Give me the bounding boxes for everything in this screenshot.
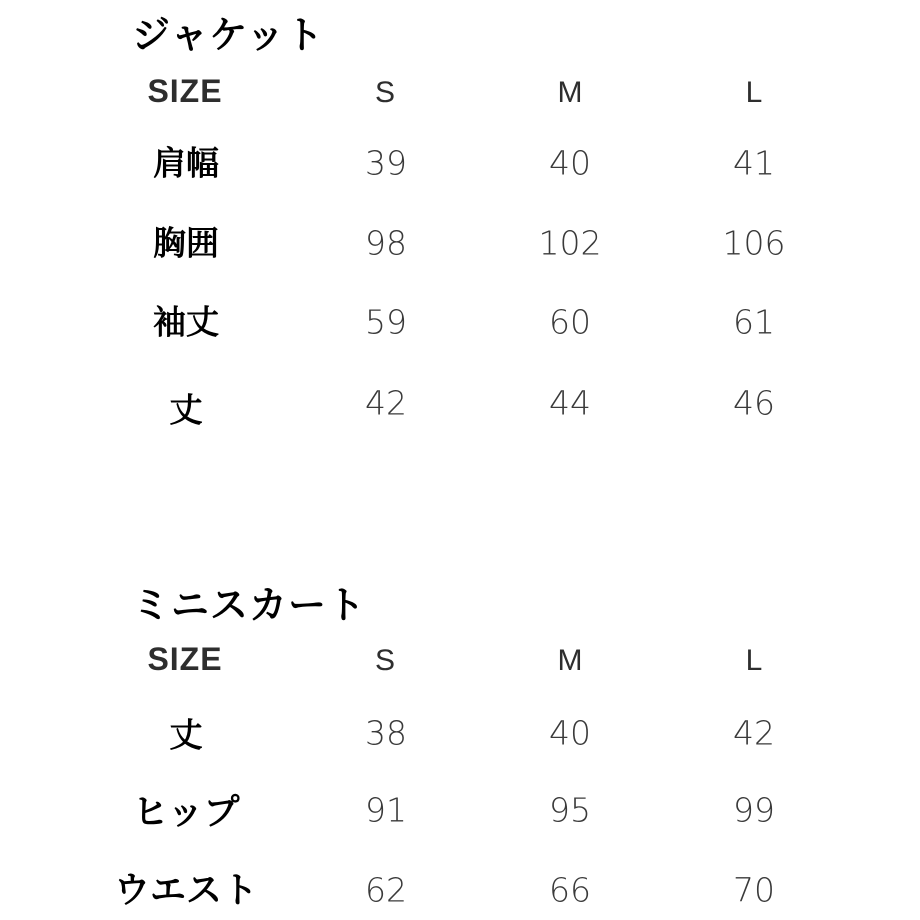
jacket-cell: 59 (365, 302, 407, 342)
jacket-size-header: SIZE (147, 73, 223, 109)
jacket-cell: 42 (365, 383, 407, 423)
skirt-col-s: S (374, 644, 396, 677)
jacket-cell: 61 (733, 302, 775, 342)
skirt-row-label: ヒップ (132, 792, 240, 833)
skirt-size-header: SIZE (147, 641, 223, 677)
skirt-col-l: L (745, 644, 763, 677)
skirt-cell: 62 (365, 870, 407, 910)
skirt-cell: 40 (549, 713, 591, 753)
jacket-row-label: 丈 (169, 390, 203, 430)
jacket-row-label: 肩幅 (153, 143, 219, 183)
skirt-cell: 42 (733, 713, 775, 753)
jacket-cell: 98 (365, 223, 407, 263)
jacket-cell: 40 (549, 143, 591, 183)
skirt-cell: 70 (733, 870, 775, 910)
jacket-cell: 102 (538, 223, 602, 263)
skirt-cell: 66 (549, 870, 591, 910)
skirt-cell: 95 (549, 790, 591, 830)
jacket-cell: 41 (733, 143, 775, 183)
jacket-row-label: 袖丈 (153, 302, 219, 342)
jacket-cell: 46 (733, 383, 775, 423)
jacket-row-label: 胸囲 (153, 223, 219, 263)
jacket-col-l: L (745, 76, 763, 109)
skirt-row-label: 丈 (169, 715, 203, 755)
skirt-title: ミニスカート (132, 583, 367, 627)
skirt-cell: 91 (365, 790, 407, 830)
jacket-col-s: S (374, 76, 396, 109)
jacket-title: ジャケット (132, 13, 325, 57)
skirt-cell: 99 (733, 790, 775, 830)
skirt-col-m: M (557, 644, 583, 677)
jacket-cell: 60 (549, 302, 591, 342)
skirt-row-label: ウエスト (113, 870, 259, 911)
jacket-cell: 44 (549, 383, 591, 423)
jacket-cell: 39 (365, 143, 407, 183)
jacket-col-m: M (557, 76, 583, 109)
skirt-cell: 38 (365, 713, 407, 753)
jacket-cell: 106 (722, 223, 786, 263)
